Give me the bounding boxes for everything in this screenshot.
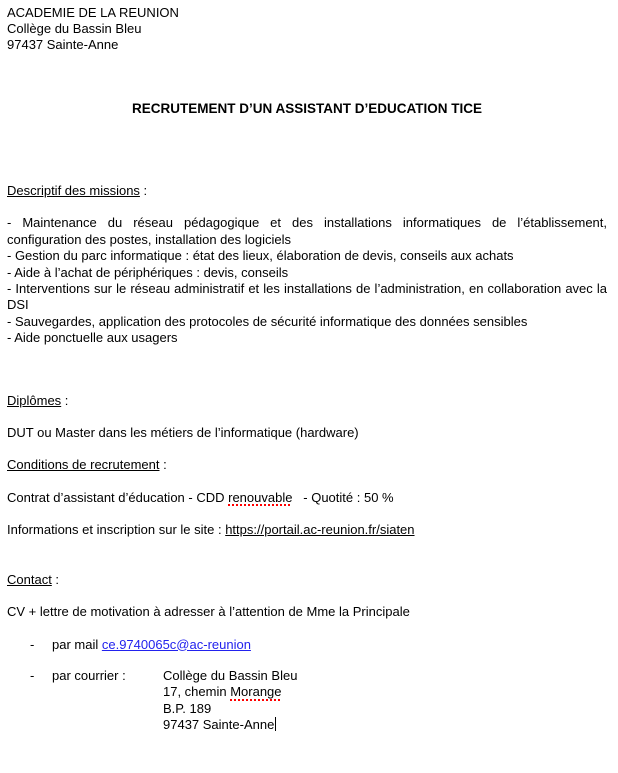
contract-prefix: Contrat d’assistant d’éducation - CDD [7, 489, 229, 505]
bullet-dash: - [30, 636, 35, 652]
letterhead-line-academy: ACADEMIE DE LA REUNION [7, 5, 179, 20]
registration-info-text: Informations et inscription sur le site : [7, 522, 226, 538]
contact-intro: CV + lettre de motivation à adresser à l’attention de Mme la Principale [7, 604, 410, 620]
conditions-heading [7, 457, 607, 473]
contact-email-link[interactable]: ce.9740065c@ac-reunion [101, 636, 251, 652]
diplomas-heading [7, 393, 607, 409]
mission-item: - Aide ponctuelle aux usagers [7, 330, 178, 346]
contact-mail-bullet [7, 637, 607, 653]
misspelled-word: Morange [230, 684, 282, 700]
diplomas-text: DUT ou Master dans les métiers de l’informatique (hardware) [7, 425, 359, 441]
conditions-heading-colon: : [159, 457, 167, 473]
conditions-heading-text: Conditions de recrutement [7, 457, 160, 473]
registration-site-link[interactable]: https://portail.ac-reunion.fr/siaten [225, 522, 415, 538]
diplomas-heading-colon: : [61, 392, 69, 408]
contact-heading-colon: : [51, 571, 60, 587]
contract-suffix: - Quotité : 50 % [292, 489, 394, 505]
courier-address [163, 668, 297, 734]
document-title: RECRUTEMENT D’UN ASSISTANT D’EDUCATION TICE [132, 101, 482, 116]
mail-line [52, 637, 251, 653]
contact-courier-bullet [7, 668, 607, 734]
mission-item: - Sauvegardes, application des protocoles de sécurité informatique des données sensibles [7, 313, 528, 329]
address-line [163, 717, 297, 733]
diplomas-heading-text: Diplômes [7, 392, 62, 408]
text-cursor [275, 717, 276, 731]
mission-item: - Gestion du parc informatique : état des lieux, élaboration de devis, conseils aux achats [7, 248, 514, 264]
missions-heading [7, 183, 607, 199]
mission-item: - Maintenance du réseau pédagogique et des installations informatiques de l’établissement, configuration des postes, installation des logiciels [7, 215, 607, 247]
missions-heading-colon: : [139, 183, 148, 198]
registration-info-line [7, 522, 607, 538]
mission-item: - Aide à l’achat de périphériques : devis, conseils [7, 264, 289, 280]
mission-item: - Interventions sur le réseau administratif et les installations de l’administration, en collaboration avec la DSI [7, 281, 607, 313]
letterhead-line-school: Collège du Bassin Bleu [7, 21, 142, 36]
address-city: 97437 Sainte-Anne [163, 717, 275, 733]
missions-list [7, 215, 607, 346]
address-street-prefix: 17, chemin [163, 684, 231, 700]
contact-heading-text: Contact [7, 571, 52, 587]
address-line: B.P. 189 [163, 700, 212, 716]
courier-label: par courrier : [52, 667, 126, 683]
contact-heading [7, 572, 607, 588]
misspelled-word: renouvable [228, 489, 293, 505]
letterhead-line-city: 97437 Sainte-Anne [7, 37, 119, 52]
contract-line [7, 490, 607, 506]
address-line: Collège du Bassin Bleu [163, 667, 298, 683]
mail-label: par mail [52, 636, 102, 652]
bullet-dash: - [30, 667, 35, 683]
address-line [163, 684, 297, 700]
missions-heading-text: Descriptif des missions [7, 183, 140, 198]
letterhead [7, 5, 607, 53]
